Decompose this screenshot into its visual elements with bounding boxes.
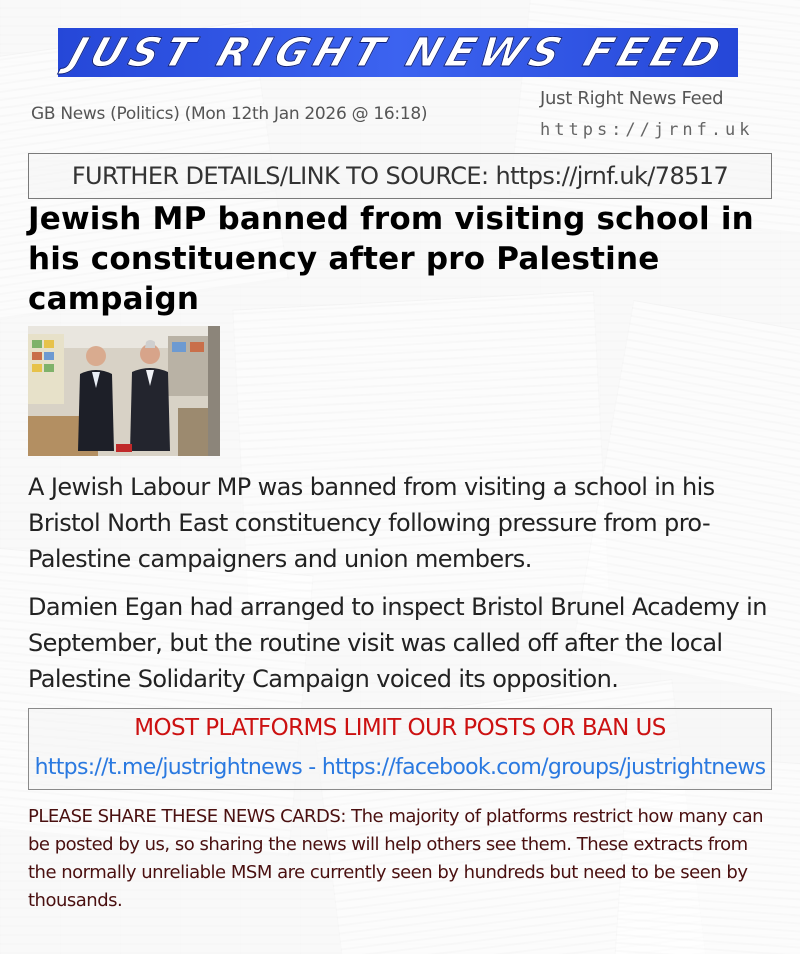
article-paragraph: Damien Egan had arranged to inspect Bristol Brunel Academy in September, but the routine visit was called off after the local Palestine Solidarity Campaign voiced its opposition.: [28, 593, 767, 693]
masthead-banner: [58, 28, 738, 77]
platform-promo-box: [28, 708, 772, 790]
brand-url[interactable]: https://jrnf.uk: [540, 120, 754, 140]
social-links[interactable]: https://t.me/justrightnews - https://facebook.com/groups/justrightnews: [34, 755, 766, 780]
masthead-title: JUST RIGHT NEWS FEED: [63, 29, 733, 76]
article-photo: [28, 326, 220, 456]
article-headline: Jewish MP banned from visiting school in his constituency after pro Palestine campaign: [28, 201, 754, 317]
brand-name: Just Right News Feed: [540, 88, 724, 109]
promo-title: MOST PLATFORMS LIMIT OUR POSTS OR BAN US: [134, 715, 666, 741]
share-note: PLEASE SHARE THESE NEWS CARDS: The majority of platforms restrict how many can be posted by us, so sharing the news will help others see them. These extracts from the normally unreliable MSM are currently seen by hundreds but need to be seen by thousands.: [28, 806, 764, 911]
source-link-box[interactable]: FURTHER DETAILS/LINK TO SOURCE: https://jrnf.uk/78517: [28, 153, 772, 199]
article-paragraph: A Jewish Labour MP was banned from visiting a school in his Bristol North East constituency following pressure from pro-Palestine campaigners and union members.: [28, 473, 715, 573]
source-and-date: GB News (Politics) (Mon 12th Jan 2026 @ 16:18): [31, 104, 428, 124]
